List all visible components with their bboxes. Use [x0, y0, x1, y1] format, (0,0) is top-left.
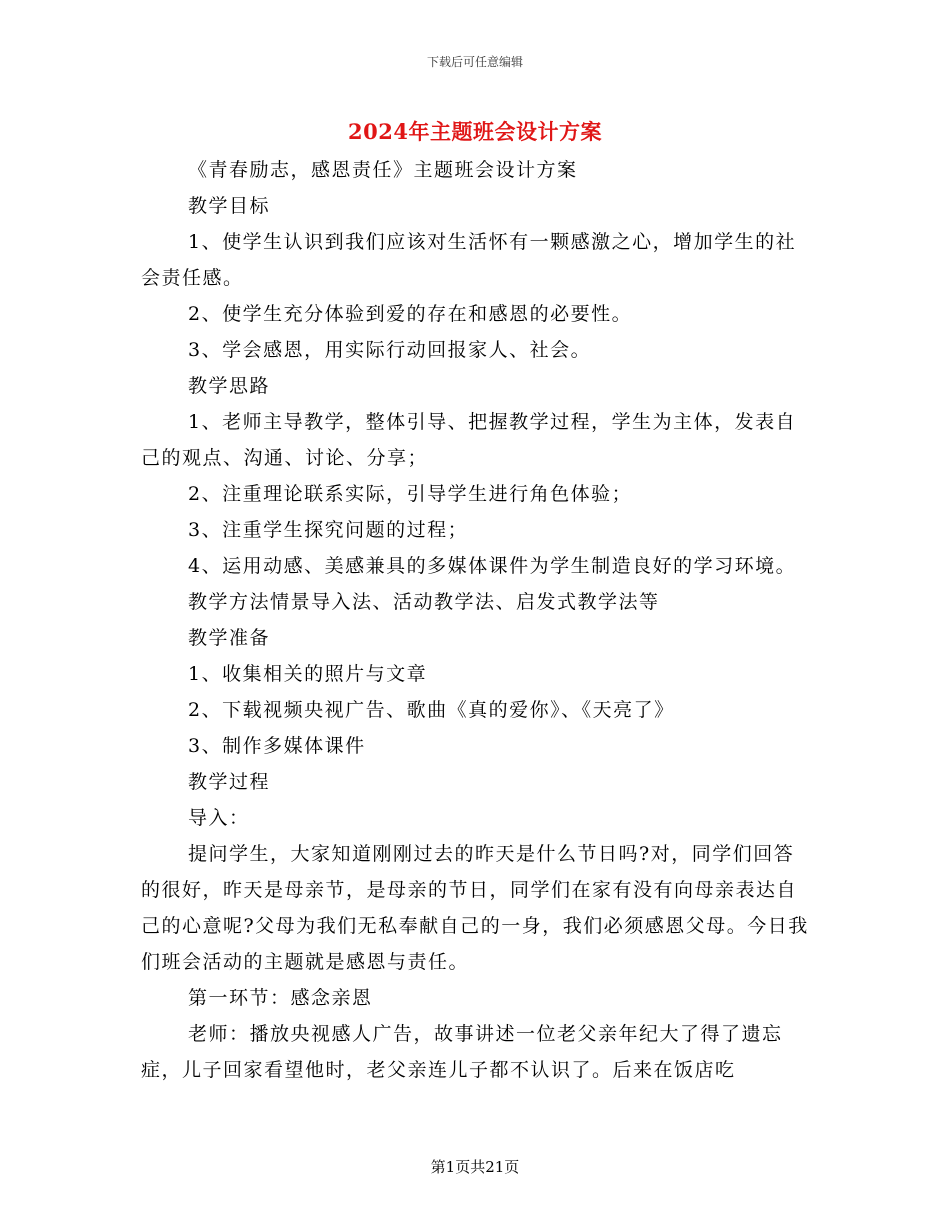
paragraph: 2、注重理论联系实际，引导学生进行角色体验；	[188, 483, 633, 505]
page-number: 第1页共21页	[430, 1158, 520, 1176]
paragraph: 导入：	[188, 807, 250, 829]
paragraph: 2、使学生充分体验到爱的存在和感恩的必要性。	[188, 303, 633, 325]
paragraph: 老师：播放央视感人广告，故事讲述一位老父亲年纪大了得了遗忘症，儿子回家看望他时，老父亲连儿子都不认识了。后来在饭店吃	[141, 1023, 783, 1081]
paragraph: 1、老师主导教学，整体引导、把握教学过程，学生为主体，发表自己的观点、沟通、讨论、分享；	[141, 411, 797, 469]
section-heading: 教学准备	[188, 627, 271, 649]
section-heading: 教学过程	[188, 771, 271, 793]
paragraph: 3、制作多媒体课件	[188, 735, 366, 757]
paragraph: 《青春励志，感恩责任》主题班会设计方案	[188, 159, 578, 181]
paragraph: 4、运用动感、美感兼具的多媒体课件为学生制造良好的学习环境。	[188, 555, 797, 577]
paragraph: 教学方法情景导入法、活动教学法、启发式教学法等	[188, 591, 660, 613]
paragraph: 1、收集相关的照片与文章	[188, 663, 428, 685]
paragraph: 3、注重学生探究问题的过程；	[188, 519, 469, 541]
section-heading: 教学思路	[188, 375, 271, 397]
paragraph: 1、使学生认识到我们应该对生活怀有一颗感激之心，增加学生的社会责任感。	[141, 231, 797, 289]
document-body	[141, 152, 813, 1088]
paragraph: 提问学生，大家知道刚刚过去的昨天是什么节日吗?对，同学们回答的很好，昨天是母亲节，是母亲的节日，同学们在家有没有向母亲表达自己的心意呢?父母为我们无私奉献自己的一身，我们必须感恩父母。今日我们班会活动的主题就是感恩与责任。	[141, 843, 809, 973]
section-heading: 教学目标	[188, 195, 271, 217]
document-title: 2024年主题班会设计方案	[348, 119, 602, 144]
paragraph: 2、下载视频央视广告、歌曲《真的爱你》、《天亮了》	[188, 699, 675, 721]
header-note: 下载后可任意编辑	[426, 55, 523, 69]
paragraph: 3、学会感恩，用实际行动回报家人、社会。	[188, 339, 592, 361]
section-heading: 第一环节：感念亲恩	[188, 987, 373, 1009]
